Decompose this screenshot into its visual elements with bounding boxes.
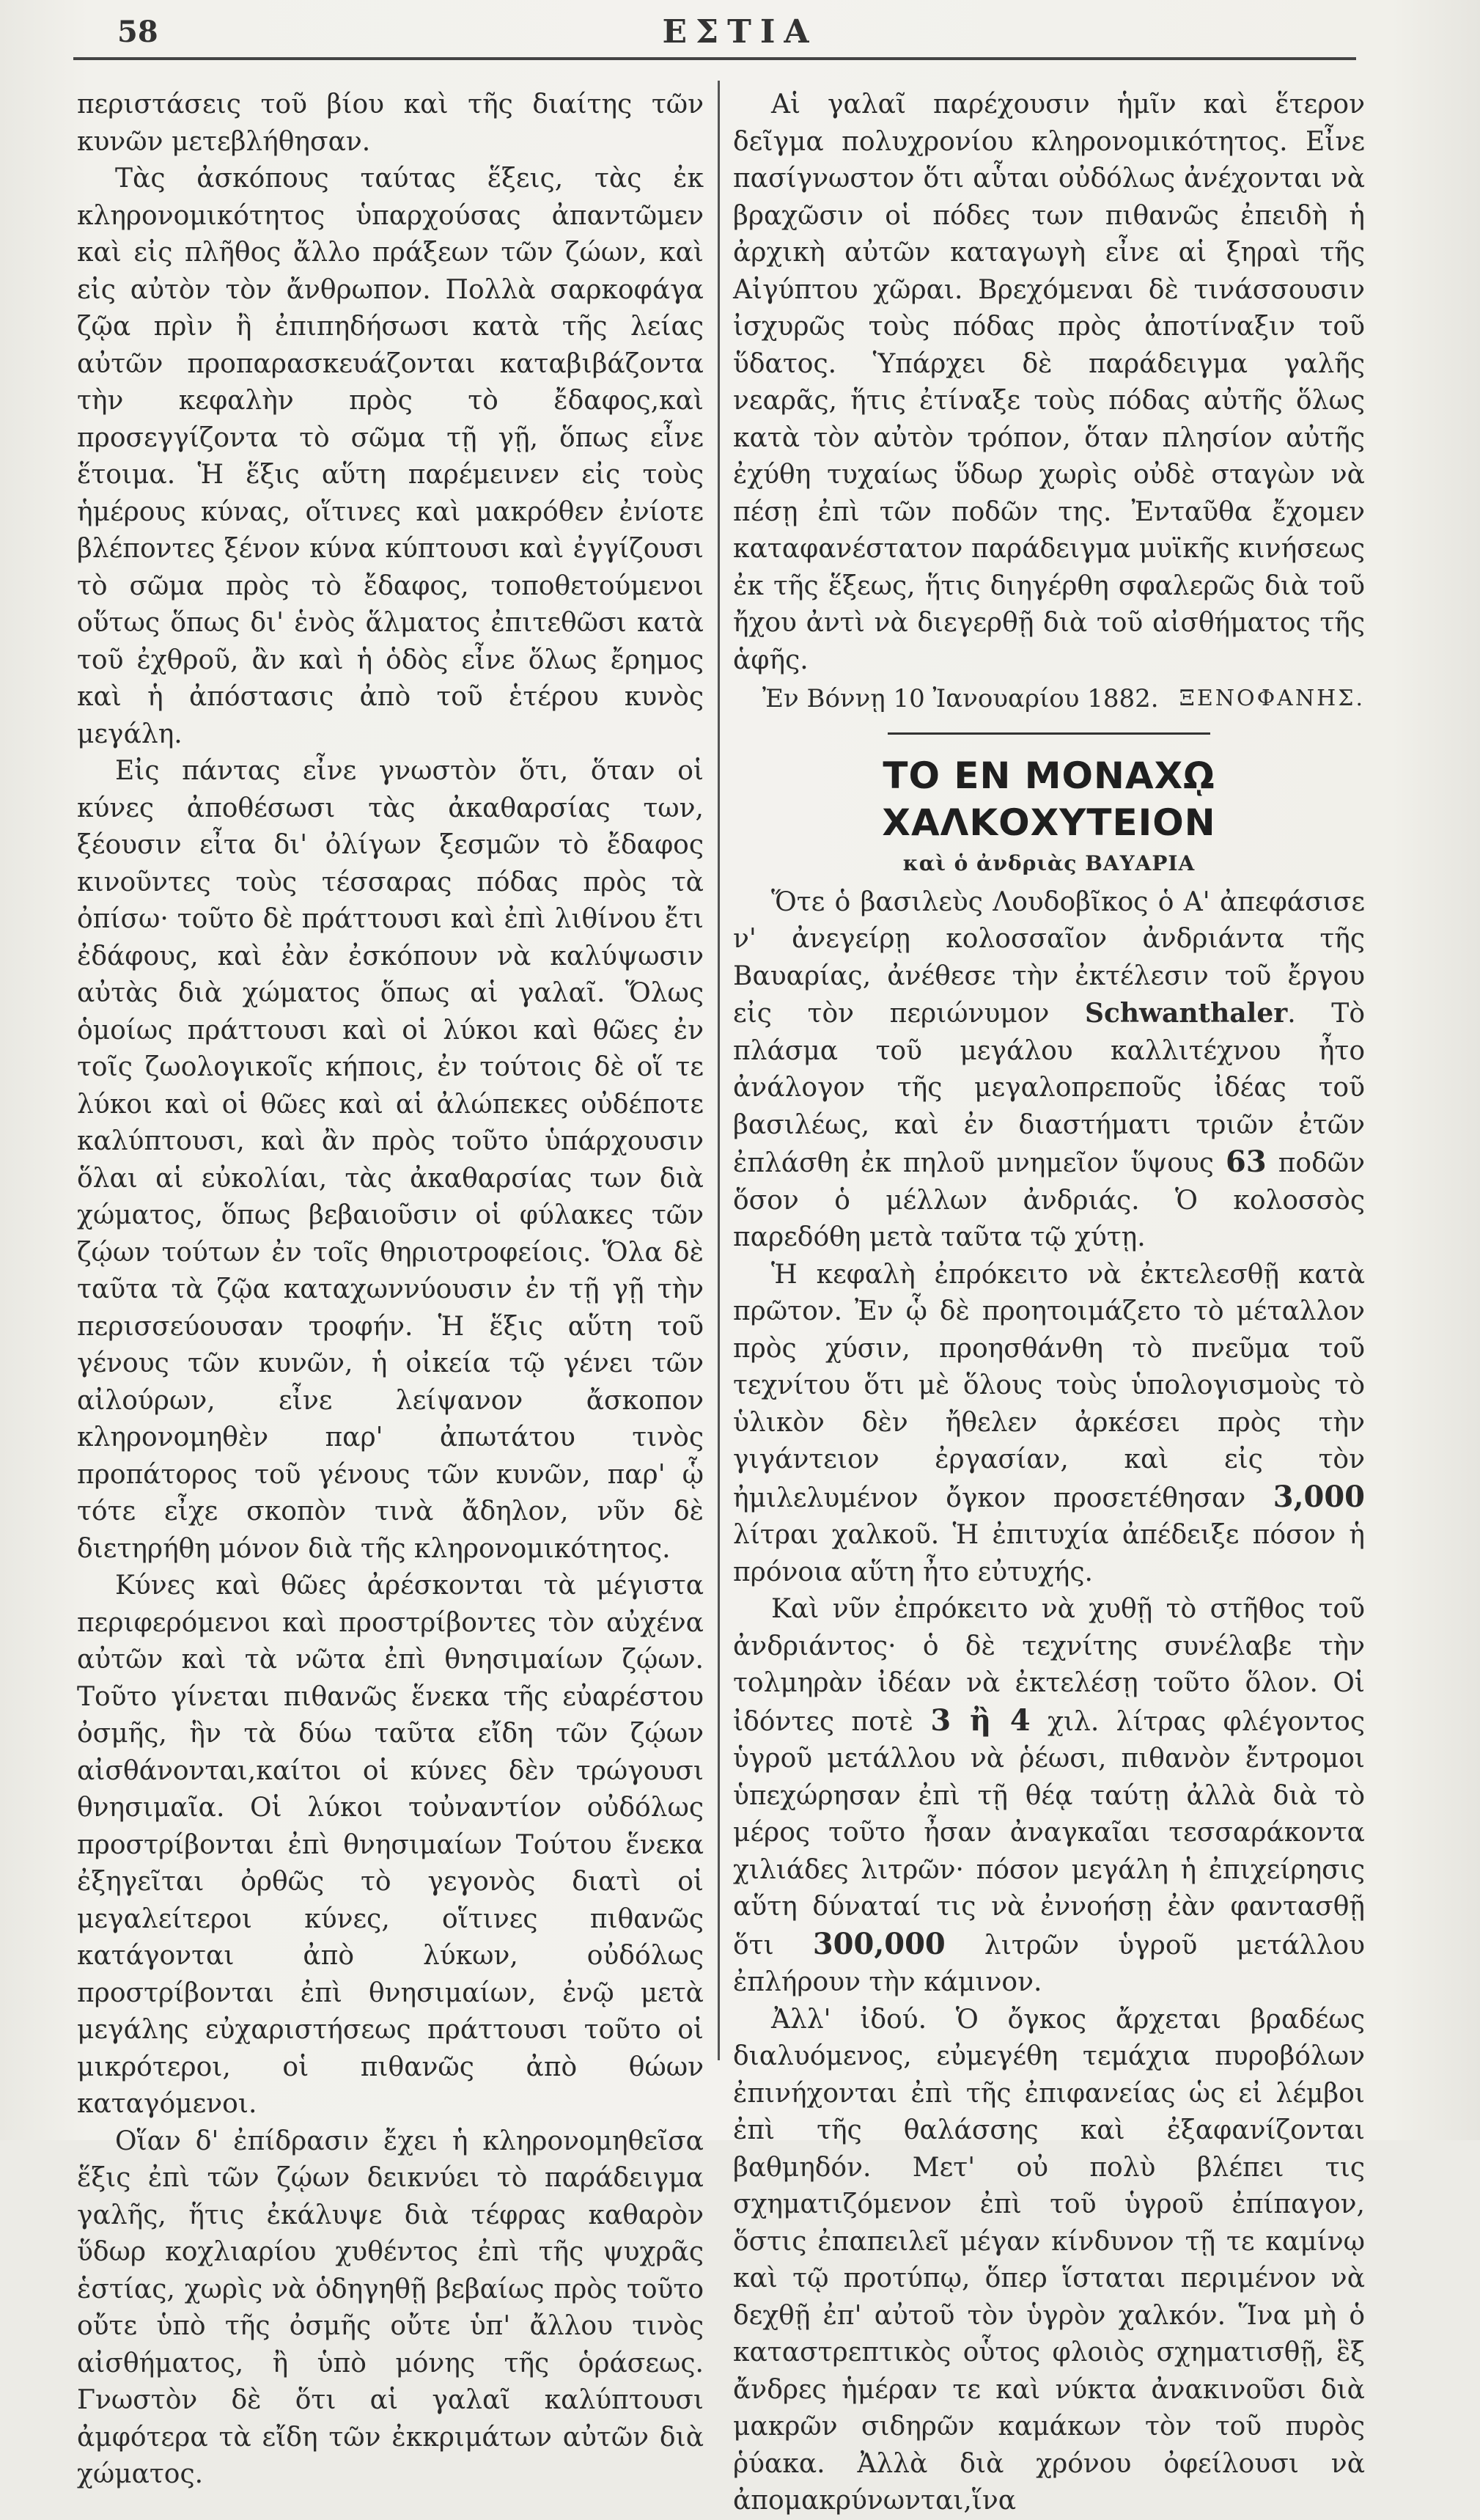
page-header <box>0 9 1480 60</box>
left-paragraph-5: Οἵαν δ' ἐπίδρασιν ἔχει ἡ κληρονομηθεῖσα ἕξις ἐπὶ τῶν ζῴων δεικνύει τὸ παράδειγμα γαλῆς, ἥτις ἐκάλυψε διὰ τέφρας καθαρὸν ὕδωρ κοχλιαρίου χυθέντος ἐπὶ τῆς ψυχρᾶς ἑστίας, χωρὶς νὰ ὁδηγηθῇ βεβαίως πρὸς τοῦτο οὔτε ὑπὸ τῆς ὀσμῆς οὔτε ὑπ' ἄλλου τινὸς αἰσθήματος, ἢ ὑπὸ μόνης τῆς ὁράσεως. Γνωστὸν δὲ ὅτι αἱ γαλαῖ καλύπτουσι ἀμφότερα τὰ εἴδη τῶν ἐκκριμάτων αὐτῶν διὰ χώματος. <box>77 2126 704 2489</box>
sculptor-name: Schwanthaler <box>1084 998 1288 1029</box>
left-paragraph-2: Τὰς ἀσκόπους ταύτας ἕξεις, τὰς ἐκ κληρονομικότητος ὑπαρχούσας ἀπαντῶμεν καὶ εἰς πλῆθος ἄλλο πράξεων τῶν ζώων, καὶ εἰς αὐτὸν τὸν ἄνθρωπον. Πολλὰ σαρκοφάγα ζῷα πρὶν ἢ ἐπιπηδήσωσι κατὰ τῆς λείας αὐτῶν προπαρασκευάζονται καταβιβάζοντα τὴν κεφαλὴν πρὸς τὸ ἔδαφος,καὶ προσεγγίζοντα τὸ σῶμα τῇ γῇ, ὅπως εἶνε ἕτοιμα. Ἡ ἕξις αὕτη παρέμεινεν εἰς τοὺς ἡμέρους κύνας, οἵτινες καὶ μακρόθεν ἐνίοτε βλέποντες ξένον κύνα κύπτουσι καὶ ἐγγίζουσι τὸ σῶμα πρὸς τὸ ἔδαφος, τοποθετούμενοι οὕτως ὅπως δι' ἑνὸς ἅλματος ἐπιτεθῶσι κατὰ τοῦ ἐχθροῦ, ἂν καὶ ἡ ὁδὸς εἶνε ὅλως ἔρημος καὶ ἡ ἀπόστασις ἀπὸ τοῦ ἑτέρου κυνὸς μεγάλη. <box>77 164 704 749</box>
article-paragraph-2 <box>733 1257 1365 1592</box>
p1-text-c: ποδῶν ὅσον ὁ μέλλων ἀνδριάς. Ὁ κολοσσὸς παρεδόθη μετὰ ταῦτα τῷ χύτῃ. <box>733 1148 1365 1252</box>
article-paragraph-3 <box>733 1591 1365 2002</box>
article-paragraph-1 <box>733 884 1365 1257</box>
column-rule <box>718 81 720 2060</box>
p2-text-b: λίτραι χαλκοῦ. Ἡ ἐπιτυχία ἀπέδειξε πόσον ἡ πρόνοια αὕτη ἦτο εὐτυχής. <box>733 1520 1365 1587</box>
left-paragraph-3: Εἰς πάντας εἶνε γνωστὸν ὅτι, ὅταν οἱ κύνες ἀποθέσωσι τὰς ἀκαθαρσίας των, ξέουσιν εἶτα δι' ὀλίγων ξεσμῶν τὸ ἔδαφος κινοῦντες τοὺς τέσσαρας πόδας πρὸς τὰ ὀπίσω· τοῦτο δὲ πράττουσι καὶ ἐπὶ λιθίνου ἔτι ἐδάφους, καὶ ἐὰν ἐσκόπουν νὰ καλύψωσιν αὐτὰς διὰ χώματος ὅπως αἱ γαλαῖ. Ὅλως ὁμοίως πράττουσι καὶ οἱ λύκοι καὶ θῶες ἐν τοῖς ζωολογικοῖς κήποις, ἐν τούτοις δὲ οἵ τε λύκοι καὶ οἱ θῶες καὶ αἱ ἀλώπεκες οὐδέποτε καλύπτουσι, καὶ ἂν πρὸς τοῦτο ὑπάρχουσιν ὅλαι αἱ εὐκολίαι, τὰς ἀκαθαρσίας των διὰ χώματος, ὅπως βεβαιοῦσιν οἱ φύλακες τῶν ζῴων τούτων ἐν τοῖς θηριοτροφείοις. Ὅλα δὲ ταῦτα τὰ ζῷα καταχωννύουσιν ἐν τῇ γῇ τὴν περισσεύουσαν τροφήν. Ἡ ἕξις αὕτη τοῦ γένους τῶν κυνῶν, ἡ οἰκεία τῷ γένει τῶν αἰλούρων, εἶνε λείψανον ἄσκοπον κληρονομηθὲν παρ' ἀπωτάτου τινὸς προπάτορος τοῦ γένους τῶν κυνῶν, παρ' ᾧ τότε εἶχε σκοπὸν τινὰ ἄδηλον, νῦν δὲ διετηρήθη μόνον διὰ τῆς κληρονομικότητος. <box>77 756 704 1564</box>
right-column <box>733 87 1365 2520</box>
article-title: ΤΟ ΕΝ ΜΟΝΑΧῼ ΧΑΛΚΟΧΥΤΕΙΟΝ <box>882 754 1216 844</box>
bronze-pounds-number: 3,000 <box>1273 1479 1365 1514</box>
page-number: 58 <box>117 15 158 49</box>
header-rule <box>73 57 1356 60</box>
left-column <box>77 87 704 2494</box>
running-title: ΕΣΤΙΑ <box>662 13 818 51</box>
right-closing-paragraph: Αἱ γαλαῖ παρέχουσιν ἡμῖν καὶ ἕτερον δεῖγμα πολυχρονίου κληρονομικότητος. Εἶνε πασίγνωστον ὅτι αὗται οὐδόλως ἀνέχονται νὰ βραχῶσιν οἱ πόδες των πιθανῶς ἐπειδὴ ἡ ἀρχικὴ αὐτῶν καταγωγὴ εἶνε αἱ ξηραὶ τῆς Αἰγύπτου χῶραι. Βρεχόμεναι δὲ τινάσσουσιν ἰσχυρῶς τοὺς πόδας πρὸς ἀποτίναξιν τοῦ ὕδατος. Ὑπάρχει δὲ παράδειγμα γαλῆς νεαρᾶς, ἥτις ἐτίναξε τοὺς πόδας αὐτῆς ὅλως κατὰ τὸν αὐτὸν τρόπον, ὅταν πλησίον αὐτῆς ἐχύθη τυχαίως ὕδωρ χωρὶς οὐδὲ σταγὼν νὰ πέσῃ ἐπὶ τῶν ποδῶν της. Ἐνταῦθα ἔχομεν καταφανέστατον παράδειγμα μυϊκῆς κινήσεως ἐκ τῆς ἕξεως, ἥτις διηγέρθη σφαλερῶς διὰ τοῦ ἤχου ἀντὶ νὰ διεγερθῇ διὰ τοῦ αἰσθήματος τῆς ἁφῆς. <box>733 89 1365 675</box>
article-paragraph-4: Ἀλλ' ἰδού. Ὁ ὄγκος ἄρχεται βραδέως διαλυόμενος, εὐμεγέθη τεμάχια πυροβόλων ἐπινήχονται ἐπὶ τῆς ἐπιφανείας ὡς εἰ λέμβοι ἐπὶ τῆς θαλάσσης καὶ ἐξαφανίζονται βαθμηδόν. Μετ' οὐ πολὺ βλέπει τις σχηματιζόμενον ἐπὶ τοῦ ὑγροῦ ἐπίπαγον, ὅστις ἐπαπειλεῖ μέγαν κίνδυνον τῇ τε καμίνῳ καὶ τῷ προτύπῳ, ὅπερ ἵσταται περιμένον νὰ δεχθῇ ἐπ' αὐτοῦ τὸν ὑγρὸν χαλκόν. Ἵνα μὴ ὁ καταστρεπτικὸς οὗτος φλοιὸς σχηματισθῇ, ἓξ ἄνδρες ἡμέραν τε καὶ νύκτα ἀνακινοῦσι διὰ μακρῶν σιδηρῶν καμάκων τὸν τοῦ πυρὸς ῥύακα. Ἀλλὰ διὰ χρόνου ὀφείλουσι νὰ ἀπομακρύνωνται,ἵνα <box>733 2004 1365 2516</box>
article-subtitle: καὶ ὁ ἀνδριὰς ΒΑΥΑΡΙΑ <box>902 851 1196 875</box>
dateline-place-date: Ἐν Βόννῃ 10 Ἰανουαρίου 1882. <box>762 684 1159 713</box>
height-number: 63 <box>1226 1145 1267 1179</box>
p1-text-b: . Τὸ πλάσμα τοῦ μεγάλου καλλιτέχνου ἦτο ἀνάλογον τῆς μεγαλοπρεποῦς ἰδέας τοῦ βασιλέως, καὶ ἐν διαστήματι τριῶν ἐτῶν ἐπλάσθη ἐκ πηλοῦ μνημεῖον ὕψους <box>733 999 1365 1178</box>
left-paragraph-4: Κύνες καὶ θῶες ἀρέσκονται τὰ μέγιστα περιφερόμενοι καὶ προστρίβοντες τὸν αὐχένα αὐτῶν καὶ τὰ νῶτα ἐπὶ θνησιμαίων ζῴων. Τοῦτο γίνεται πιθανῶς ἕνεκα τῆς εὐαρέστου ὀσμῆς, ἣν τὰ δύω ταῦτα εἴδη τῶν ζῴων αἰσθάνονται,καίτοι οἱ κύνες δὲν τρώγουσι θνησιμαῖα. Οἱ λύκοι τοὐναντίον οὐδόλως προστρίβονται ἐπὶ θνησιμαίων Τούτου ἕνεκα ἐξηγεῖται ὀρθῶς τὸ γεγονὸς διατὶ οἱ μεγαλείτεροι κύνες, οἵτινες πιθανῶς κατάγονται ἀπὸ λύκων, οὐδόλως προστρίβονται ἐπὶ θνησιμαίων, ἐνῷ μετὰ μεγάλης εὐχαριστήσεως πράττουσι τοῦτο οἱ μικρότεροι, οἱ πιθανῶς ἀπὸ θώων καταγόμενοι. <box>77 1571 704 2119</box>
section-divider <box>888 732 1210 735</box>
furnace-pounds-number: 300,000 <box>812 1926 946 1961</box>
thousand-pounds-number: 3 ἢ 4 <box>930 1702 1031 1738</box>
dateline <box>733 680 1365 718</box>
p1-text-a: Ὅτε ὁ βασιλεὺς Λουδοβῖκος ὁ Α' ἀπεφάσισε ν' ἀνεγείρῃ κολοσσαῖον ἀνδριάντα τῆς Βαυαρίας, ἀνέθεσε τὴν ἐκτέλεσιν τοῦ ἔργου εἰς τὸν περιώνυμον <box>733 886 1365 1029</box>
p3-text-a: Καὶ νῦν ἐπρόκειτο νὰ χυθῇ τὸ στῆθος τοῦ ἀνδριάντος· ὁ δὲ τεχνίτης συνέλαβε τὴν τολμηρὰν ἰδέαν νὰ ἐκτελέσῃ τοῦτο ὅλον. Οἱ ἰδόντες ποτὲ <box>733 1594 1365 1737</box>
author-signature: ΞΕΝΟΦΑΝΗΣ. <box>1179 686 1365 711</box>
p2-text-a: Ἡ κεφαλὴ ἐπρόκειτο νὰ ἐκτελεσθῇ κατὰ πρῶτον. Ἐν ᾧ δὲ προητοιμάζετο τὸ μέταλλον πρὸς χύσιν, προησθάνθη τὸ πνεῦμα τοῦ τεχνίτου ὅτι μὲ ὅλους τοὺς ὑπολογισμοὺς τὸ ὑλικὸν δὲν ἤθελεν ἀρκέσει πρὸς τὴν γιγάντειον ἐργασίαν, καὶ εἰς τὸν ἠμιλελυμένον ὄγκον προσετέθησαν <box>733 1259 1365 1513</box>
p3-text-c: λιτρῶν ὑγροῦ μετάλλου ἐπλήρουν τὴν κάμινον. <box>733 1930 1365 1997</box>
p3-text-b: χιλ. λίτρας φλέγοντος ὑγροῦ μετάλλου νὰ ῥέωσι, πιθανὸν ἔντρομοι ὑπεχώρησαν ἐπὶ τῇ θέᾳ ταύτῃ ἀλλὰ διὰ τὸ μέρος τοῦτο ἦσαν ἀναγκαῖαι τεσσαράκοντα χιλιάδες λιτρῶν· πόσον μεγάλη ἡ ἐπιχείρησις αὕτη δύναταί τις νὰ ἐννοήσῃ ἐὰν φαντασθῇ ὅτι <box>733 1706 1365 1961</box>
left-paragraph-1: περιστάσεις τοῦ βίου καὶ τῆς διαίτης τῶν κυνῶν μετεβλήθησαν. <box>77 89 704 157</box>
